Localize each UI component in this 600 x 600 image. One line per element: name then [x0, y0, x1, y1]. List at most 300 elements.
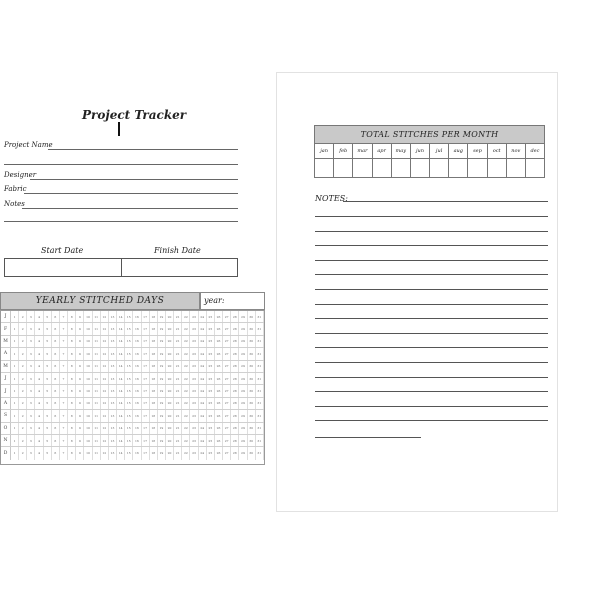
grid-day-cell[interactable]: 4 — [35, 398, 43, 409]
fabric-line[interactable] — [24, 193, 238, 194]
grid-day-cell[interactable]: 31 — [256, 385, 264, 396]
grid-day-cell[interactable]: 24 — [199, 385, 207, 396]
grid-day-cell[interactable]: 19 — [158, 423, 166, 434]
grid-day-cell[interactable]: 4 — [35, 311, 43, 322]
grid-day-cell[interactable]: 19 — [158, 336, 166, 347]
grid-day-cell[interactable]: 25 — [207, 336, 215, 347]
grid-day-cell[interactable]: 5 — [44, 311, 52, 322]
grid-day-cell[interactable]: 29 — [239, 311, 247, 322]
grid-day-cell[interactable]: 21 — [174, 398, 182, 409]
grid-day-cell[interactable]: 31 — [256, 361, 264, 372]
grid-day-cell[interactable]: 12 — [101, 435, 109, 446]
grid-day-cell[interactable]: 19 — [158, 361, 166, 372]
grid-day-cell[interactable]: 1 — [11, 447, 19, 459]
grid-day-cell[interactable]: 4 — [35, 410, 43, 421]
grid-day-cell[interactable]: 28 — [231, 373, 239, 384]
grid-day-cell[interactable]: 29 — [239, 385, 247, 396]
grid-day-cell[interactable]: 11 — [93, 385, 101, 396]
grid-day-cell[interactable]: 23 — [190, 361, 198, 372]
grid-day-cell[interactable]: 4 — [35, 435, 43, 446]
grid-day-cell[interactable]: 12 — [101, 447, 109, 459]
grid-day-cell[interactable]: 17 — [142, 385, 150, 396]
grid-day-cell[interactable]: 27 — [223, 385, 231, 396]
month-value-cell[interactable] — [430, 159, 449, 177]
grid-day-cell[interactable]: 2 — [19, 373, 27, 384]
grid-day-cell[interactable]: 3 — [27, 398, 35, 409]
grid-day-cell[interactable]: 1 — [11, 311, 19, 322]
grid-day-cell[interactable]: 10 — [84, 336, 92, 347]
grid-day-cell[interactable]: 16 — [133, 410, 141, 421]
grid-day-cell[interactable]: 24 — [199, 410, 207, 421]
designer-line[interactable] — [30, 179, 238, 180]
grid-day-cell[interactable]: 31 — [256, 447, 264, 459]
grid-day-cell[interactable]: 30 — [248, 398, 256, 409]
grid-day-cell[interactable]: 5 — [44, 361, 52, 372]
grid-day-cell[interactable]: 13 — [109, 336, 117, 347]
grid-day-cell[interactable]: 6 — [52, 348, 60, 359]
grid-day-cell[interactable]: 2 — [19, 311, 27, 322]
grid-day-cell[interactable]: 30 — [248, 336, 256, 347]
grid-day-cell[interactable]: 27 — [223, 361, 231, 372]
grid-day-cell[interactable]: 26 — [215, 348, 223, 359]
grid-day-cell[interactable]: 12 — [101, 348, 109, 359]
grid-day-cell[interactable]: 15 — [125, 323, 133, 334]
grid-day-cell[interactable]: 17 — [142, 447, 150, 459]
grid-day-cell[interactable]: 23 — [190, 336, 198, 347]
grid-day-cell[interactable]: 31 — [256, 311, 264, 322]
grid-day-cell[interactable]: 9 — [76, 447, 84, 459]
note-line[interactable] — [315, 274, 548, 275]
grid-day-cell[interactable]: 10 — [84, 311, 92, 322]
grid-day-cell[interactable]: 11 — [93, 447, 101, 459]
grid-day-cell[interactable]: 21 — [174, 373, 182, 384]
note-line[interactable] — [315, 420, 548, 421]
grid-day-cell[interactable]: 26 — [215, 435, 223, 446]
grid-day-cell[interactable]: 20 — [166, 348, 174, 359]
grid-day-cell[interactable]: 29 — [239, 423, 247, 434]
grid-day-cell[interactable]: 21 — [174, 323, 182, 334]
grid-day-cell[interactable]: 10 — [84, 435, 92, 446]
grid-day-cell[interactable]: 8 — [68, 361, 76, 372]
grid-day-cell[interactable]: 7 — [60, 336, 68, 347]
grid-day-cell[interactable]: 11 — [93, 423, 101, 434]
grid-day-cell[interactable]: 24 — [199, 447, 207, 459]
grid-day-cell[interactable]: 9 — [76, 423, 84, 434]
note-line[interactable] — [315, 406, 548, 407]
grid-day-cell[interactable]: 26 — [215, 385, 223, 396]
grid-day-cell[interactable]: 9 — [76, 323, 84, 334]
grid-day-cell[interactable]: 5 — [44, 398, 52, 409]
grid-day-cell[interactable]: 15 — [125, 361, 133, 372]
grid-day-cell[interactable]: 10 — [84, 385, 92, 396]
month-value-cell[interactable] — [507, 159, 526, 177]
grid-day-cell[interactable]: 4 — [35, 385, 43, 396]
grid-day-cell[interactable]: 22 — [182, 447, 190, 459]
date-box[interactable] — [4, 258, 238, 277]
grid-day-cell[interactable]: 6 — [52, 361, 60, 372]
grid-day-cell[interactable]: 3 — [27, 361, 35, 372]
grid-day-cell[interactable]: 15 — [125, 423, 133, 434]
grid-day-cell[interactable]: 11 — [93, 311, 101, 322]
grid-day-cell[interactable]: 18 — [150, 348, 158, 359]
grid-day-cell[interactable]: 20 — [166, 423, 174, 434]
grid-day-cell[interactable]: 22 — [182, 311, 190, 322]
grid-day-cell[interactable]: 14 — [117, 447, 125, 459]
grid-day-cell[interactable]: 2 — [19, 423, 27, 434]
grid-day-cell[interactable]: 8 — [68, 435, 76, 446]
note-line[interactable] — [315, 362, 548, 363]
grid-day-cell[interactable]: 25 — [207, 373, 215, 384]
grid-day-cell[interactable]: 5 — [44, 435, 52, 446]
grid-day-cell[interactable]: 22 — [182, 323, 190, 334]
grid-day-cell[interactable]: 18 — [150, 435, 158, 446]
grid-day-cell[interactable]: 25 — [207, 447, 215, 459]
grid-day-cell[interactable]: 21 — [174, 410, 182, 421]
grid-day-cell[interactable]: 18 — [150, 361, 158, 372]
month-value-cell[interactable] — [373, 159, 392, 177]
grid-day-cell[interactable]: 12 — [101, 361, 109, 372]
grid-day-cell[interactable]: 27 — [223, 423, 231, 434]
month-value-cell[interactable] — [315, 159, 334, 177]
grid-day-cell[interactable]: 30 — [248, 423, 256, 434]
grid-day-cell[interactable]: 15 — [125, 398, 133, 409]
grid-day-cell[interactable]: 22 — [182, 336, 190, 347]
grid-day-cell[interactable]: 16 — [133, 447, 141, 459]
grid-day-cell[interactable]: 21 — [174, 435, 182, 446]
grid-day-cell[interactable]: 23 — [190, 423, 198, 434]
grid-day-cell[interactable]: 27 — [223, 348, 231, 359]
grid-day-cell[interactable]: 16 — [133, 311, 141, 322]
grid-day-cell[interactable]: 21 — [174, 447, 182, 459]
grid-day-cell[interactable]: 17 — [142, 361, 150, 372]
grid-day-cell[interactable]: 22 — [182, 423, 190, 434]
grid-day-cell[interactable]: 19 — [158, 311, 166, 322]
grid-day-cell[interactable]: 22 — [182, 361, 190, 372]
grid-day-cell[interactable]: 28 — [231, 398, 239, 409]
grid-day-cell[interactable]: 2 — [19, 336, 27, 347]
note-line[interactable] — [315, 318, 548, 319]
grid-day-cell[interactable]: 6 — [52, 373, 60, 384]
grid-day-cell[interactable]: 8 — [68, 311, 76, 322]
grid-day-cell[interactable]: 8 — [68, 410, 76, 421]
grid-day-cell[interactable]: 28 — [231, 385, 239, 396]
grid-day-cell[interactable]: 24 — [199, 435, 207, 446]
grid-day-cell[interactable]: 8 — [68, 336, 76, 347]
grid-day-cell[interactable]: 21 — [174, 385, 182, 396]
grid-day-cell[interactable]: 11 — [93, 410, 101, 421]
grid-day-cell[interactable]: 29 — [239, 447, 247, 459]
grid-day-cell[interactable]: 5 — [44, 423, 52, 434]
grid-day-cell[interactable]: 15 — [125, 447, 133, 459]
grid-day-cell[interactable]: 22 — [182, 435, 190, 446]
grid-day-cell[interactable]: 25 — [207, 423, 215, 434]
note-line[interactable] — [315, 216, 548, 217]
grid-day-cell[interactable]: 30 — [248, 410, 256, 421]
grid-day-cell[interactable]: 2 — [19, 435, 27, 446]
grid-day-cell[interactable]: 15 — [125, 435, 133, 446]
grid-day-cell[interactable]: 2 — [19, 323, 27, 334]
grid-day-cell[interactable]: 4 — [35, 348, 43, 359]
grid-day-cell[interactable]: 6 — [52, 311, 60, 322]
year-field[interactable]: year: — [200, 292, 265, 310]
grid-day-cell[interactable]: 21 — [174, 336, 182, 347]
grid-day-cell[interactable]: 7 — [60, 435, 68, 446]
grid-day-cell[interactable]: 25 — [207, 323, 215, 334]
grid-day-cell[interactable]: 18 — [150, 385, 158, 396]
grid-day-cell[interactable]: 27 — [223, 410, 231, 421]
grid-day-cell[interactable]: 28 — [231, 423, 239, 434]
grid-day-cell[interactable]: 9 — [76, 311, 84, 322]
grid-day-cell[interactable]: 27 — [223, 447, 231, 459]
grid-day-cell[interactable]: 23 — [190, 311, 198, 322]
grid-day-cell[interactable]: 19 — [158, 435, 166, 446]
grid-day-cell[interactable]: 25 — [207, 410, 215, 421]
grid-day-cell[interactable]: 13 — [109, 348, 117, 359]
grid-day-cell[interactable]: 3 — [27, 348, 35, 359]
grid-day-cell[interactable]: 15 — [125, 410, 133, 421]
grid-day-cell[interactable]: 18 — [150, 423, 158, 434]
grid-day-cell[interactable]: 22 — [182, 410, 190, 421]
grid-day-cell[interactable]: 16 — [133, 361, 141, 372]
grid-day-cell[interactable]: 7 — [60, 323, 68, 334]
grid-day-cell[interactable]: 9 — [76, 398, 84, 409]
grid-day-cell[interactable]: 6 — [52, 423, 60, 434]
note-line[interactable] — [315, 377, 548, 378]
grid-day-cell[interactable]: 6 — [52, 323, 60, 334]
grid-day-cell[interactable]: 2 — [19, 447, 27, 459]
grid-day-cell[interactable]: 3 — [27, 423, 35, 434]
grid-day-cell[interactable]: 3 — [27, 336, 35, 347]
grid-day-cell[interactable]: 29 — [239, 410, 247, 421]
grid-day-cell[interactable]: 16 — [133, 423, 141, 434]
grid-day-cell[interactable]: 14 — [117, 311, 125, 322]
grid-day-cell[interactable]: 22 — [182, 398, 190, 409]
grid-day-cell[interactable]: 5 — [44, 385, 52, 396]
grid-day-cell[interactable]: 17 — [142, 348, 150, 359]
grid-day-cell[interactable]: 2 — [19, 410, 27, 421]
grid-day-cell[interactable]: 8 — [68, 323, 76, 334]
grid-day-cell[interactable]: 2 — [19, 385, 27, 396]
grid-day-cell[interactable]: 5 — [44, 323, 52, 334]
grid-day-cell[interactable]: 18 — [150, 398, 158, 409]
grid-day-cell[interactable]: 9 — [76, 435, 84, 446]
grid-day-cell[interactable]: 9 — [76, 385, 84, 396]
grid-day-cell[interactable]: 27 — [223, 336, 231, 347]
grid-day-cell[interactable]: 24 — [199, 348, 207, 359]
grid-day-cell[interactable]: 23 — [190, 410, 198, 421]
note-line[interactable] — [315, 260, 548, 261]
grid-day-cell[interactable]: 14 — [117, 373, 125, 384]
grid-day-cell[interactable]: 3 — [27, 373, 35, 384]
grid-day-cell[interactable]: 2 — [19, 348, 27, 359]
grid-day-cell[interactable]: 14 — [117, 435, 125, 446]
grid-day-cell[interactable]: 20 — [166, 361, 174, 372]
grid-day-cell[interactable]: 17 — [142, 311, 150, 322]
grid-day-cell[interactable]: 20 — [166, 385, 174, 396]
grid-day-cell[interactable]: 15 — [125, 348, 133, 359]
grid-day-cell[interactable]: 4 — [35, 323, 43, 334]
grid-day-cell[interactable]: 15 — [125, 373, 133, 384]
grid-day-cell[interactable]: 27 — [223, 435, 231, 446]
grid-day-cell[interactable]: 28 — [231, 336, 239, 347]
grid-day-cell[interactable]: 13 — [109, 423, 117, 434]
grid-day-cell[interactable]: 27 — [223, 323, 231, 334]
grid-day-cell[interactable]: 20 — [166, 410, 174, 421]
grid-day-cell[interactable]: 12 — [101, 423, 109, 434]
grid-day-cell[interactable]: 17 — [142, 336, 150, 347]
grid-day-cell[interactable]: 14 — [117, 385, 125, 396]
grid-day-cell[interactable]: 1 — [11, 348, 19, 359]
month-value-cell[interactable] — [411, 159, 430, 177]
grid-day-cell[interactable]: 20 — [166, 447, 174, 459]
grid-day-cell[interactable]: 26 — [215, 323, 223, 334]
grid-day-cell[interactable]: 13 — [109, 398, 117, 409]
grid-day-cell[interactable]: 6 — [52, 398, 60, 409]
grid-day-cell[interactable]: 5 — [44, 348, 52, 359]
grid-day-cell[interactable]: 29 — [239, 348, 247, 359]
grid-day-cell[interactable]: 31 — [256, 398, 264, 409]
grid-day-cell[interactable]: 29 — [239, 361, 247, 372]
grid-day-cell[interactable]: 7 — [60, 410, 68, 421]
note-line[interactable] — [315, 231, 548, 232]
grid-day-cell[interactable]: 9 — [76, 373, 84, 384]
grid-day-cell[interactable]: 8 — [68, 423, 76, 434]
grid-day-cell[interactable]: 4 — [35, 361, 43, 372]
grid-day-cell[interactable]: 30 — [248, 323, 256, 334]
month-value-cell[interactable] — [334, 159, 353, 177]
grid-day-cell[interactable]: 10 — [84, 373, 92, 384]
grid-day-cell[interactable]: 24 — [199, 361, 207, 372]
grid-day-cell[interactable]: 1 — [11, 361, 19, 372]
grid-day-cell[interactable]: 20 — [166, 373, 174, 384]
grid-day-cell[interactable]: 21 — [174, 311, 182, 322]
grid-day-cell[interactable]: 14 — [117, 410, 125, 421]
grid-day-cell[interactable]: 24 — [199, 398, 207, 409]
grid-day-cell[interactable]: 12 — [101, 323, 109, 334]
grid-day-cell[interactable]: 18 — [150, 311, 158, 322]
grid-day-cell[interactable]: 31 — [256, 423, 264, 434]
grid-day-cell[interactable]: 7 — [60, 361, 68, 372]
grid-day-cell[interactable]: 11 — [93, 361, 101, 372]
grid-day-cell[interactable]: 6 — [52, 447, 60, 459]
grid-day-cell[interactable]: 13 — [109, 435, 117, 446]
grid-day-cell[interactable]: 12 — [101, 311, 109, 322]
grid-day-cell[interactable]: 20 — [166, 336, 174, 347]
grid-day-cell[interactable]: 26 — [215, 447, 223, 459]
grid-day-cell[interactable]: 30 — [248, 311, 256, 322]
grid-day-cell[interactable]: 25 — [207, 435, 215, 446]
grid-day-cell[interactable]: 31 — [256, 435, 264, 446]
note-line[interactable] — [315, 304, 548, 305]
grid-day-cell[interactable]: 1 — [11, 423, 19, 434]
grid-day-cell[interactable]: 24 — [199, 311, 207, 322]
month-value-cell[interactable] — [449, 159, 468, 177]
grid-day-cell[interactable]: 12 — [101, 398, 109, 409]
grid-day-cell[interactable]: 29 — [239, 398, 247, 409]
grid-day-cell[interactable]: 23 — [190, 323, 198, 334]
grid-day-cell[interactable]: 25 — [207, 398, 215, 409]
grid-day-cell[interactable]: 29 — [239, 435, 247, 446]
grid-day-cell[interactable]: 16 — [133, 336, 141, 347]
grid-day-cell[interactable]: 28 — [231, 311, 239, 322]
grid-day-cell[interactable]: 16 — [133, 385, 141, 396]
grid-day-cell[interactable]: 5 — [44, 336, 52, 347]
grid-day-cell[interactable]: 13 — [109, 447, 117, 459]
grid-day-cell[interactable]: 16 — [133, 435, 141, 446]
grid-day-cell[interactable]: 21 — [174, 348, 182, 359]
note-line[interactable] — [343, 201, 548, 202]
grid-day-cell[interactable]: 22 — [182, 348, 190, 359]
note-line[interactable] — [315, 245, 548, 246]
grid-day-cell[interactable]: 13 — [109, 323, 117, 334]
grid-day-cell[interactable]: 3 — [27, 323, 35, 334]
grid-day-cell[interactable]: 31 — [256, 336, 264, 347]
month-value-cell[interactable] — [488, 159, 507, 177]
grid-day-cell[interactable]: 7 — [60, 373, 68, 384]
grid-day-cell[interactable]: 8 — [68, 447, 76, 459]
grid-day-cell[interactable]: 6 — [52, 336, 60, 347]
grid-day-cell[interactable]: 9 — [76, 361, 84, 372]
grid-day-cell[interactable]: 11 — [93, 373, 101, 384]
grid-day-cell[interactable]: 6 — [52, 435, 60, 446]
grid-day-cell[interactable]: 20 — [166, 323, 174, 334]
grid-day-cell[interactable]: 27 — [223, 311, 231, 322]
note-line[interactable] — [315, 289, 548, 290]
grid-day-cell[interactable]: 14 — [117, 336, 125, 347]
grid-day-cell[interactable]: 19 — [158, 323, 166, 334]
grid-day-cell[interactable]: 25 — [207, 361, 215, 372]
grid-day-cell[interactable]: 31 — [256, 323, 264, 334]
grid-day-cell[interactable]: 7 — [60, 447, 68, 459]
grid-day-cell[interactable]: 28 — [231, 435, 239, 446]
grid-day-cell[interactable]: 18 — [150, 410, 158, 421]
grid-day-cell[interactable]: 25 — [207, 385, 215, 396]
grid-day-cell[interactable]: 17 — [142, 423, 150, 434]
note-line[interactable] — [315, 333, 548, 334]
grid-day-cell[interactable]: 10 — [84, 323, 92, 334]
grid-day-cell[interactable]: 9 — [76, 336, 84, 347]
grid-day-cell[interactable]: 22 — [182, 373, 190, 384]
grid-day-cell[interactable]: 5 — [44, 373, 52, 384]
grid-day-cell[interactable]: 31 — [256, 410, 264, 421]
grid-day-cell[interactable]: 20 — [166, 398, 174, 409]
grid-day-cell[interactable]: 26 — [215, 373, 223, 384]
grid-day-cell[interactable]: 10 — [84, 361, 92, 372]
grid-day-cell[interactable]: 29 — [239, 373, 247, 384]
grid-day-cell[interactable]: 30 — [248, 385, 256, 396]
grid-day-cell[interactable]: 29 — [239, 323, 247, 334]
grid-day-cell[interactable]: 13 — [109, 373, 117, 384]
grid-day-cell[interactable]: 11 — [93, 435, 101, 446]
project-name-line[interactable] — [48, 149, 238, 150]
grid-day-cell[interactable]: 3 — [27, 435, 35, 446]
grid-day-cell[interactable]: 2 — [19, 398, 27, 409]
grid-day-cell[interactable]: 1 — [11, 373, 19, 384]
grid-day-cell[interactable]: 3 — [27, 385, 35, 396]
grid-day-cell[interactable]: 28 — [231, 323, 239, 334]
grid-day-cell[interactable]: 19 — [158, 385, 166, 396]
grid-day-cell[interactable]: 10 — [84, 447, 92, 459]
grid-day-cell[interactable]: 16 — [133, 398, 141, 409]
grid-day-cell[interactable]: 1 — [11, 385, 19, 396]
grid-day-cell[interactable]: 4 — [35, 447, 43, 459]
grid-day-cell[interactable]: 13 — [109, 410, 117, 421]
project-name-line-2[interactable] — [4, 164, 238, 165]
grid-day-cell[interactable]: 28 — [231, 410, 239, 421]
grid-day-cell[interactable]: 17 — [142, 410, 150, 421]
grid-day-cell[interactable]: 18 — [150, 336, 158, 347]
grid-day-cell[interactable]: 23 — [190, 398, 198, 409]
